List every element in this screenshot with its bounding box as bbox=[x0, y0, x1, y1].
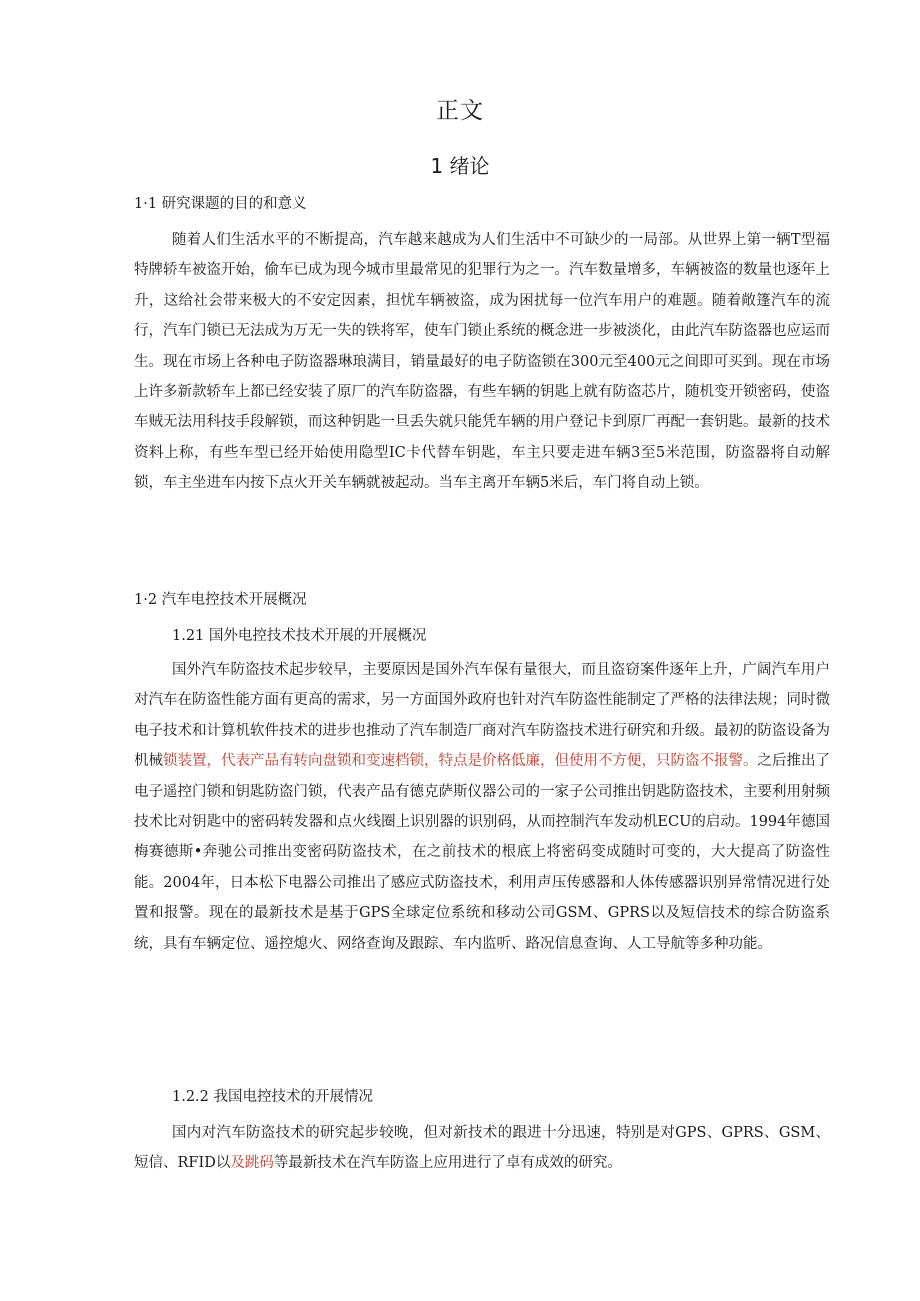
paragraph-text: 等最新技术在汽车防盗上应用进行了卓有成效的研究。 bbox=[273, 1155, 622, 1172]
subsection-paragraph-1-2-2 bbox=[134, 1118, 830, 1179]
paragraph-text: 之后推出了电子遥控门锁和钥匙防盗门锁，代表产品有德克萨斯仪器公司的一家子公司推出钥匙防盗技术，主要利用射频技术比对钥匙中的密码转发器和点火线圈上识别器的识别码，从而控制汽车发动机ECU的启动。1994年德国梅赛德斯•奔驰公司推出变密码防盗技术，在之前技术的根底上将密码变成随时可变的，大大提高了防盗性能。2004年，日本松下电器公司推出了感应式防盗技术，利用声压传感器和人体传感器识别异常情况进行处置和报警。现在的最新技术是基于GPS全球定位系统和移动公司GSM、GPRS以及短信技术的综合防盗系统，具有车辆定位、遥控熄火、网络查询及跟踪、车内监听、路况信息查询、人工导航等多种功能。 bbox=[134, 753, 830, 952]
subsection-paragraph-1-21 bbox=[134, 655, 830, 959]
page-title: 正文 bbox=[436, 98, 484, 124]
paragraph-text: 国内对汽车防盗技术的研究起步较晚，但对新技术的跟进十分迅速，特别是对GPS、GPRS、GSM、短信、RFID以 bbox=[134, 1125, 830, 1172]
highlighted-text: 及跳码 bbox=[230, 1155, 274, 1172]
section-paragraph-1-1: 随着人们生活水平的不断提高，汽车越来越成为人们生活中不可缺少的一局部。从世界上第一辆T型福特牌轿车被盗开始，偷车已成为现今城市里最常见的犯罪行为之一。汽车数量增多，车辆被盗的数量也逐年上升，这给社会带来极大的不安定因素，担忧车辆被盗，成为困扰每一位汽车用户的难题。随着敞篷汽车的流行，汽车门锁已无法成为万无一失的铁将军，使车门锁止系统的概念进一步被淡化，由此汽车防盗器也应运而生。现在市场上各种电子防盗器琳琅满目，销量最好的电子防盗锁在300元至400元之间即可买到。现在市场上许多新款轿车上都已经安装了原厂的汽车防盗器，有些车辆的钥匙上就有防盗芯片，随机变开锁密码，使盗车贼无法用科技手段解锁，而这种钥匙一旦丢失就只能凭车辆的用户登记卡到原厂再配一套钥匙。最新的技术资料上称，有些车型已经开始使用隐型IC卡代替车钥匙，车主只要走进车辆3至5米范围，防盗器将自动解锁，车主坐进车内按下点火开关车辆就被起动。当车主离开车辆5米后，车门将自动上锁。 bbox=[134, 232, 830, 492]
chapter-title: 1 绪论 bbox=[430, 154, 490, 178]
paragraph-text: 国外汽车防盗技术起步较早，主要原因是国外汽车保有量很大，而且盗窃案件逐年上升，广阔汽车用户对汽车在防盗性能方面有更高的需求，另一方面国外政府也针对汽车防盗性能制定了严格的法律法规；同时微电子技术和计算机软件技术的进步也推动了汽车制造厂商对汽车防盗技术进行研究和升级。最初的防盗设备为机械 bbox=[134, 662, 830, 770]
subsection-heading-1-21: 1.21 国外电控技术技术开展的开展概况 bbox=[172, 628, 427, 644]
section-heading-1-2: 1·2 汽车电控技术开展概况 bbox=[134, 592, 307, 608]
subsection-heading-1-2-2: 1.2.2 我国电控技术的开展情况 bbox=[172, 1089, 374, 1105]
highlighted-text: 锁装置，代表产品有转向盘锁和变速档锁，特点是价格低廉，但使用不方便，只防盗不报警。 bbox=[163, 753, 758, 770]
section-heading-1-1: 1·1 研究课题的目的和意义 bbox=[134, 196, 307, 212]
